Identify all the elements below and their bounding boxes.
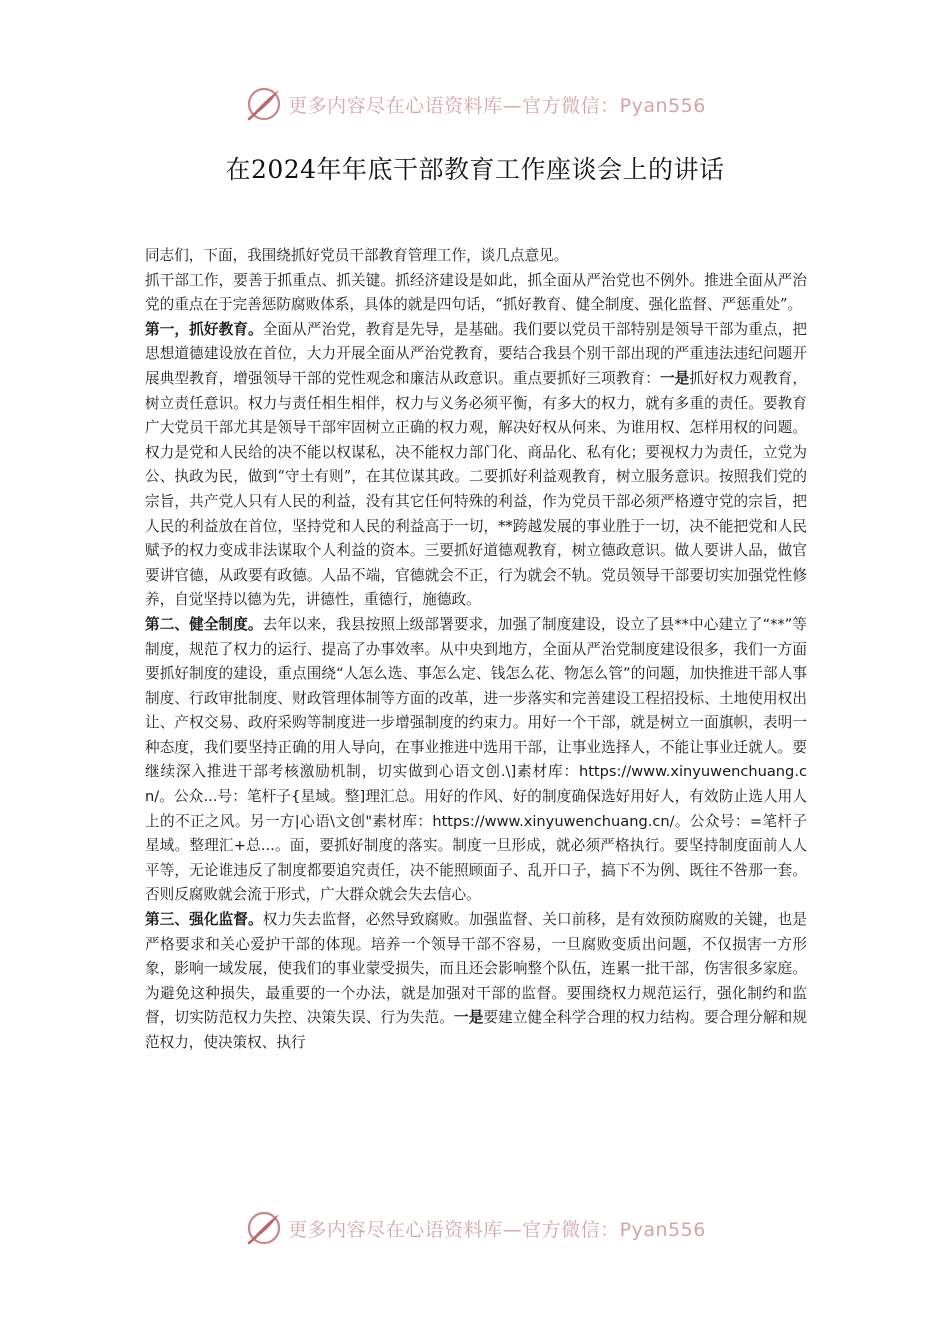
- watermark-banner-bottom: [0, 1206, 950, 1250]
- section-3-text-a: 权力失去监督，必然导致腐败。加强监督、关口前移，是有效预防腐败的关键，也是严格要求和关心爱护干部的体现。培养一个领导干部不容易，一旦腐败变质出问题，不仅损害一方形象，影响一域发展，使我们的事业蒙受损失，而且还会影响整个队伍，连累一批干部，伤害很多家庭。为避免这种损失，最重要的一个办法，就是加强对干部的监督。要围绕权力规范运行，强化制约和监督，切实防范权力失控、决策失误、行为失范。: [145, 911, 807, 1027]
- section-3-heading: 第三、强化监督。: [145, 911, 263, 929]
- section-3-bold-first: 一是: [453, 1009, 484, 1027]
- document-body: [145, 244, 807, 1056]
- watermark-text: 更多内容尽在心语资料库—官方微信：Pyan556: [288, 94, 706, 117]
- watermark-text: 更多内容尽在心语资料库—官方微信：Pyan556: [288, 1218, 706, 1241]
- section-2-heading: 第二、健全制度。: [145, 615, 263, 633]
- quill-pen-logo-icon: [244, 1208, 284, 1248]
- section-1-text-b: 抓好权力观教育，树立责任意识。权力与责任相生相伴，权力与义务必须平衡，有多大的权力，就有多重的责任。要教育广大党员干部尤其是领导干部牢固树立正确的权力观，解决好权从何来、为谁用权、怎样用权的问题。权力是党和人民给的决不能以权谋私，决不能权力部门化、商品化、私有化；要视权力为责任，立党为公、执政为民，做到“守土有则”，在其位谋其政。二要抓好利益观教育，树立服务意识。按照我们党的宗旨，共产党人只有人民的利益，没有其它任何特殊的利益，作为党员干部必须严格遵守党的宗旨，把人民的利益放在首位，坚持党和人民的利益高于一切，**跨越发展的事业胜于一切，决不能把党和人民赋予的权力变成非法谋取个人利益的资本。三要抓好道德观教育，树立德政意识。做人要讲人品，做官要讲官德，从政要有政德。人品不端，官德就会不正，行为就会不轨。党员领导干部要切实加强党性修养，自觉坚持以德为先，讲德性，重德行，施德政。: [145, 369, 807, 609]
- intro-paragraph: 同志们，下面，我围绕抓好党员干部教育管理工作，谈几点意见。: [145, 247, 569, 264]
- section-1-text-a: 全面从严治党，教育是先导，是基础。我们要以党员干部特别是领导干部为重点，把思想道德建设放在首位，大力开展全面从严治党教育，要结合我县个别干部出现的严重违法违纪问题开展典型教育，增强领导干部的党性观念和廉洁从政意识。重点要抓好三项教育：: [145, 320, 807, 387]
- section-3-paragraph: [145, 908, 807, 1056]
- watermark-banner-top: [0, 82, 950, 126]
- section-2-paragraph: [145, 613, 807, 908]
- section-1-bold-first: 一是: [659, 369, 690, 387]
- paragraph-1: 抓干部工作，要善于抓重点、抓关键。抓经济建设是如此，抓全面从严治党也不例外。推进全面从严治党的重点在于完善惩防腐败体系，具体的就是四句话，“抓好教育、健全制度、强化监督、严惩重处”。: [145, 271, 807, 314]
- section-1-heading: 第一，抓好教育。: [145, 320, 263, 338]
- document-title: 在2024年年底干部教育工作座谈会上的讲话: [225, 155, 725, 184]
- section-2-text: 去年以来，我县按照上级部署要求，加强了制度建设，设立了县**中心建立了“**”等制度，规范了权力的运行、提高了办事效率。从中央到地方，全面从严治党制度建设很多，我们一方面要抓好制度的建设，重点围绕“人怎么选、事怎么定、钱怎么花、物怎么管”的问题，加快推进干部人事制度、行政审批制度、财政管理体制等方面的改革，进一步落实和完善建设工程招投标、土地使用权出让、产权交易、政府采购等制度进一步增强制度的约束力。用好一个干部，就是树立一面旗帜，表明一种态度，我们要坚持正确的用人导向，在事业推进中选用干部，让事业选择人，不能让事业迁就人。要继续深入推进干部考核激励机制，切实做到心语文创.\]素材库：https://www.xinyuwenchuang.cn/。公众...号：笔杆子{星域。整]理汇总。用好的作风、好的制度确保选好用好人，有效防止选人用人上的不正之风。另一方|心语\文创"素材库：https://www.xinyuwenchuang.cn/。公众号：=笔杆子星域。整理汇+总...。面，要抓好制度的落实。制度一旦形成，就必须严格执行。要坚持制度面前人人平等，无论谁违反了制度都要追究责任，决不能照顾面子、乱开口子，搞下不为例、既往不咎那一套。否则反腐败就会流于形式，广大群众就会失去信心。: [145, 615, 807, 904]
- section-1-paragraph: [145, 318, 807, 613]
- section-3-text-b: 要建立健全科学合理的权力结构。要合理分解和规范权力，使决策权、执行: [145, 1009, 807, 1051]
- quill-pen-logo-icon: [244, 84, 284, 124]
